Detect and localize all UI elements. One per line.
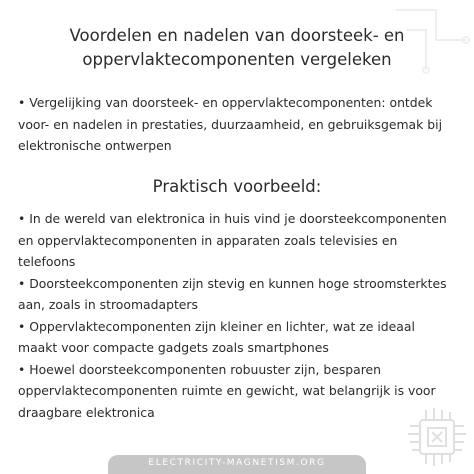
footer-banner [108,455,366,474]
page-title-line-2: oppervlaktecomponenten vergeleken [82,50,392,69]
list-item: • Hoewel doorsteekcomponenten robuuster zijn, besparen oppervlaktecomponenten ruimte en gewicht, wat belangrijk is voor draagbare elektronica [18,361,436,420]
section-heading: Praktisch voorbeeld: [152,177,322,196]
footer-site-name: ELECTRICITY-MAGNETISM.ORG [148,458,326,468]
circuit-chip-icon [404,404,470,470]
page-title-line-1: Voordelen en nadelen van doorsteek- en [69,26,405,45]
intro-bullet: • Vergelijking van doorsteek- en oppervlaktecomponenten: ontdek voor- en nadelen in prestaties, duurzaamheid, en gebruiksgemak bij elektronische ontwerpen [18,95,443,153]
example-bullet-list [18,208,458,423]
list-item: • Doorsteekcomponenten zijn stevig en kunnen hoge stroomsterktes aan, zoals in stroomadapters [18,275,447,312]
page-title [20,24,454,72]
list-item: • Oppervlaktecomponenten zijn kleiner en lichter, wat ze ideaal maakt voor compacte gadgets zoals smartphones [18,318,415,355]
list-item: • In de wereld van elektronica in huis vind je doorsteekcomponenten en oppervlaktecomponenten in apparaten zoals televisies en telefoons [18,211,447,269]
